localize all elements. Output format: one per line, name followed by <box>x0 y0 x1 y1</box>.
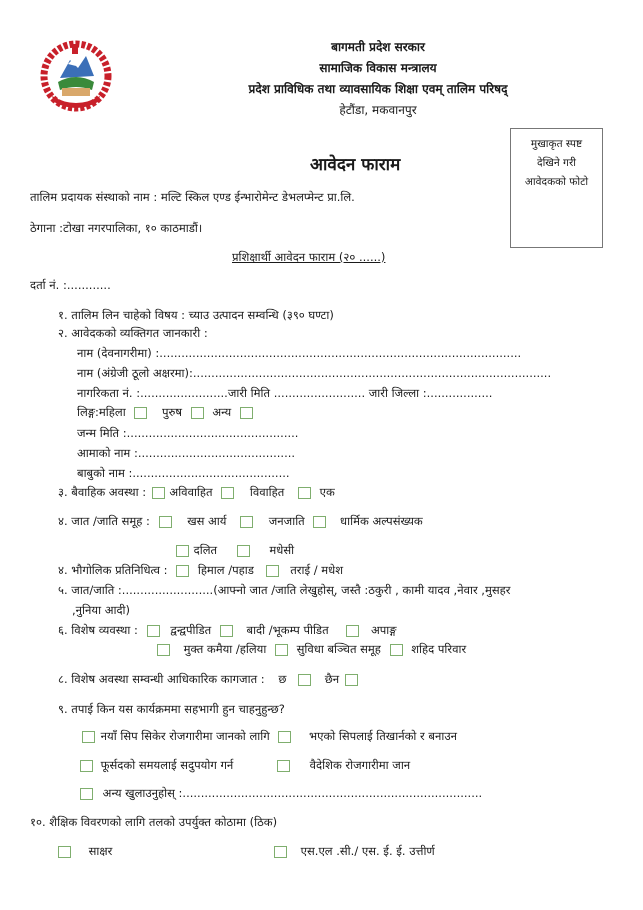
khas-arya-checkbox[interactable] <box>159 516 172 528</box>
header-province-government: बागमती प्रदेश सरकार <box>331 40 425 54</box>
dalit-checkbox[interactable] <box>176 545 189 557</box>
gender-male-checkbox[interactable] <box>191 407 204 419</box>
q4-label: ४. जात /जाति समूह : <box>58 514 150 528</box>
janajati-label: जनजाति <box>268 514 305 528</box>
free-time-checkbox[interactable] <box>80 760 93 772</box>
literate-checkbox[interactable] <box>58 846 71 858</box>
father-name-field[interactable]: बाबुको नाम :........................................... <box>77 466 290 480</box>
dob-field[interactable]: जन्म मिति :............................................... <box>77 426 299 440</box>
q3-label: ३. बैवाहिक अवस्था : <box>58 485 147 499</box>
q8-label: ८. विशेष अवस्था सम्वन्धी आधिकारिक कागजात : <box>58 672 265 686</box>
q10-slc-option <box>274 844 435 859</box>
q8-documents-row <box>58 672 363 687</box>
q5-caste-field[interactable]: ५. जात/जाति :.........................(आफ्नो जात /जाति लेखुहोस्, जस्तै :ठकुरी , कामी यादव ,नेवार ,मुसहर <box>58 583 511 597</box>
single-checkbox[interactable] <box>298 487 311 499</box>
q6-special-row-2 <box>152 642 466 657</box>
q2-label: २. आवेदकको व्यक्तिगत जानकारी : <box>58 326 208 340</box>
photo-box-line2: देखिने गरी <box>537 157 576 169</box>
other-reason-field[interactable]: अन्य खुलाउनुहोस् :.................................................................................. <box>102 786 483 800</box>
q3-marital-row <box>58 485 335 500</box>
disabled-label: अपाङ्ग <box>370 623 397 637</box>
q8-no-label: छैन <box>324 672 340 686</box>
literate-label: साक्षर <box>88 844 113 858</box>
q4b-geography-row <box>58 563 343 578</box>
slc-see-label: एस.एल .सी./ एस. ई. ई. उत्तीर्ण <box>300 844 435 858</box>
photo-box-line3: आवेदकको फोटो <box>524 176 589 188</box>
new-skill-checkbox[interactable] <box>82 731 95 743</box>
gender-other-checkbox[interactable] <box>240 407 253 419</box>
terai-madhesh-checkbox[interactable] <box>266 565 279 577</box>
q8-yes-checkbox[interactable] <box>298 674 311 686</box>
martyr-family-checkbox[interactable] <box>390 644 403 656</box>
citizenship-field[interactable]: नागरिकता नं. :........................जारी मिति ......................... जारी जिल्ला :.................. <box>77 386 493 400</box>
q6-special-row <box>58 623 397 638</box>
unmarried-label: अविवाहित <box>169 485 213 499</box>
q4b-label: ४. भौगोलिक प्रतिनिधित्व : <box>58 563 168 577</box>
q10-literate-option <box>58 844 112 859</box>
janajati-checkbox[interactable] <box>240 516 253 528</box>
q8-no-checkbox[interactable] <box>345 674 358 686</box>
q9-row-3 <box>80 786 482 801</box>
address: ठेगाना :टोखा नगरपालिका, १० काठमाडौं। <box>30 221 203 235</box>
q1-training-subject: १. तालिम लिन चाहेको विषय : च्याउ उत्पादन सम्वन्धि (३९० घण्टा) <box>58 308 334 322</box>
q5-caste-note: ,नुनिया आदी) <box>72 603 131 617</box>
free-time-label: फूर्सदको समयलाई सदुपयोग गर्न <box>100 758 234 772</box>
gender-male-label: पुरुष <box>161 405 183 419</box>
training-provider: तालिम प्रदायक संस्थाको नाम : मल्टि स्किल एण्ड ईन्भारोमेन्ट डेभलप्मेन्ट प्रा.लि. <box>30 190 355 204</box>
q10-label: १०. शैक्षिक विवरणको लागि तलको उपर्युक्त कोठामा (ठिक) <box>30 815 278 829</box>
badi-earthquake-label: बादी /भूकम्प पीडित <box>246 623 329 637</box>
foreign-employment-checkbox[interactable] <box>277 760 290 772</box>
name-devanagari-field[interactable]: नाम (देवनागरीमा) :................................................................................................... <box>77 346 522 360</box>
married-label: विवाहित <box>249 485 285 499</box>
deprived-group-label: सुविधा बञ्चित समूह <box>296 642 381 656</box>
q8-yes-label: छ <box>278 672 287 686</box>
religious-minority-checkbox[interactable] <box>313 516 326 528</box>
other-reason-checkbox[interactable] <box>80 788 93 800</box>
gender-female-checkbox[interactable] <box>134 407 147 419</box>
madhesi-checkbox[interactable] <box>237 545 250 557</box>
deprived-group-checkbox[interactable] <box>275 644 288 656</box>
q9-row-1 <box>82 729 457 744</box>
form-subtitle: प्रशिक्षार्थी आवेदन फाराम (२० ......) <box>232 250 386 264</box>
martyr-family-label: शहिद परिवार <box>411 642 467 656</box>
q4-caste-row-2 <box>176 543 294 558</box>
religious-minority-label: धार्मिक अल्पसंख्यक <box>340 514 423 528</box>
header-council: प्रदेश प्राविधिक तथा व्यावसायिक शिक्षा एवम् तालिम परिषद् <box>248 82 508 96</box>
photo-box-line1: मुखाकृत स्पष्ट <box>530 138 583 150</box>
photo-box <box>510 128 603 248</box>
married-checkbox[interactable] <box>221 487 234 499</box>
madhesi-label: मधेसी <box>269 543 295 557</box>
nepal-emblem-logo <box>38 38 114 114</box>
sharpen-skill-label: भएको सिपलाई तिखार्नको र बनाउन <box>309 729 458 743</box>
conflict-victim-label: द्वन्द्वपीडित <box>170 623 212 637</box>
q4-caste-row <box>58 514 423 529</box>
freed-kamaiya-label: मुक्त कमैया /हलिया <box>183 642 267 656</box>
sharpen-skill-checkbox[interactable] <box>278 731 291 743</box>
slc-see-checkbox[interactable] <box>274 846 287 858</box>
badi-earthquake-checkbox[interactable] <box>220 625 233 637</box>
freed-kamaiya-checkbox[interactable] <box>157 644 170 656</box>
q9-label: ९. तपाई किन यस कार्यक्रममा सहभागी हुन चाहनुहुन्छ? <box>58 702 285 716</box>
dalit-label: दलित <box>193 543 218 557</box>
single-label: एक <box>319 485 335 499</box>
conflict-victim-checkbox[interactable] <box>147 625 160 637</box>
header-ministry: सामाजिक विकास मन्त्रालय <box>319 61 437 75</box>
form-title: आवेदन फाराम <box>310 155 401 175</box>
disabled-checkbox[interactable] <box>346 625 359 637</box>
gender-female-label: लिङ्ग:महिला <box>77 405 126 419</box>
khas-arya-label: खस आर्य <box>187 514 227 528</box>
himal-pahad-checkbox[interactable] <box>176 565 189 577</box>
foreign-employment-label: वैदेशिक रोजगारीमा जान <box>309 758 411 772</box>
terai-madhesh-label: तराई / मधेश <box>290 563 344 577</box>
header-location: हेटौंडा, मकवानपुर <box>339 103 417 117</box>
mother-name-field[interactable]: आमाको नाम :........................................... <box>77 446 296 460</box>
gender-other-label: अन्य <box>212 405 232 419</box>
gender-row <box>77 405 258 420</box>
unmarried-checkbox[interactable] <box>152 487 165 499</box>
new-skill-label: नयाँ सिप सिकेर रोजगारीमा जानको लागि <box>100 729 270 743</box>
himal-pahad-label: हिमाल /पहाड <box>197 563 254 577</box>
name-english-field[interactable]: नाम (अंग्रेजी ठूलो अक्षरमा):.................................................................................................. <box>77 366 552 380</box>
registration-number-field[interactable]: दर्ता नं. :............ <box>30 278 111 292</box>
q6-label: ६. विशेष व्यवस्था : <box>58 623 138 637</box>
q9-row-2 <box>80 758 410 773</box>
